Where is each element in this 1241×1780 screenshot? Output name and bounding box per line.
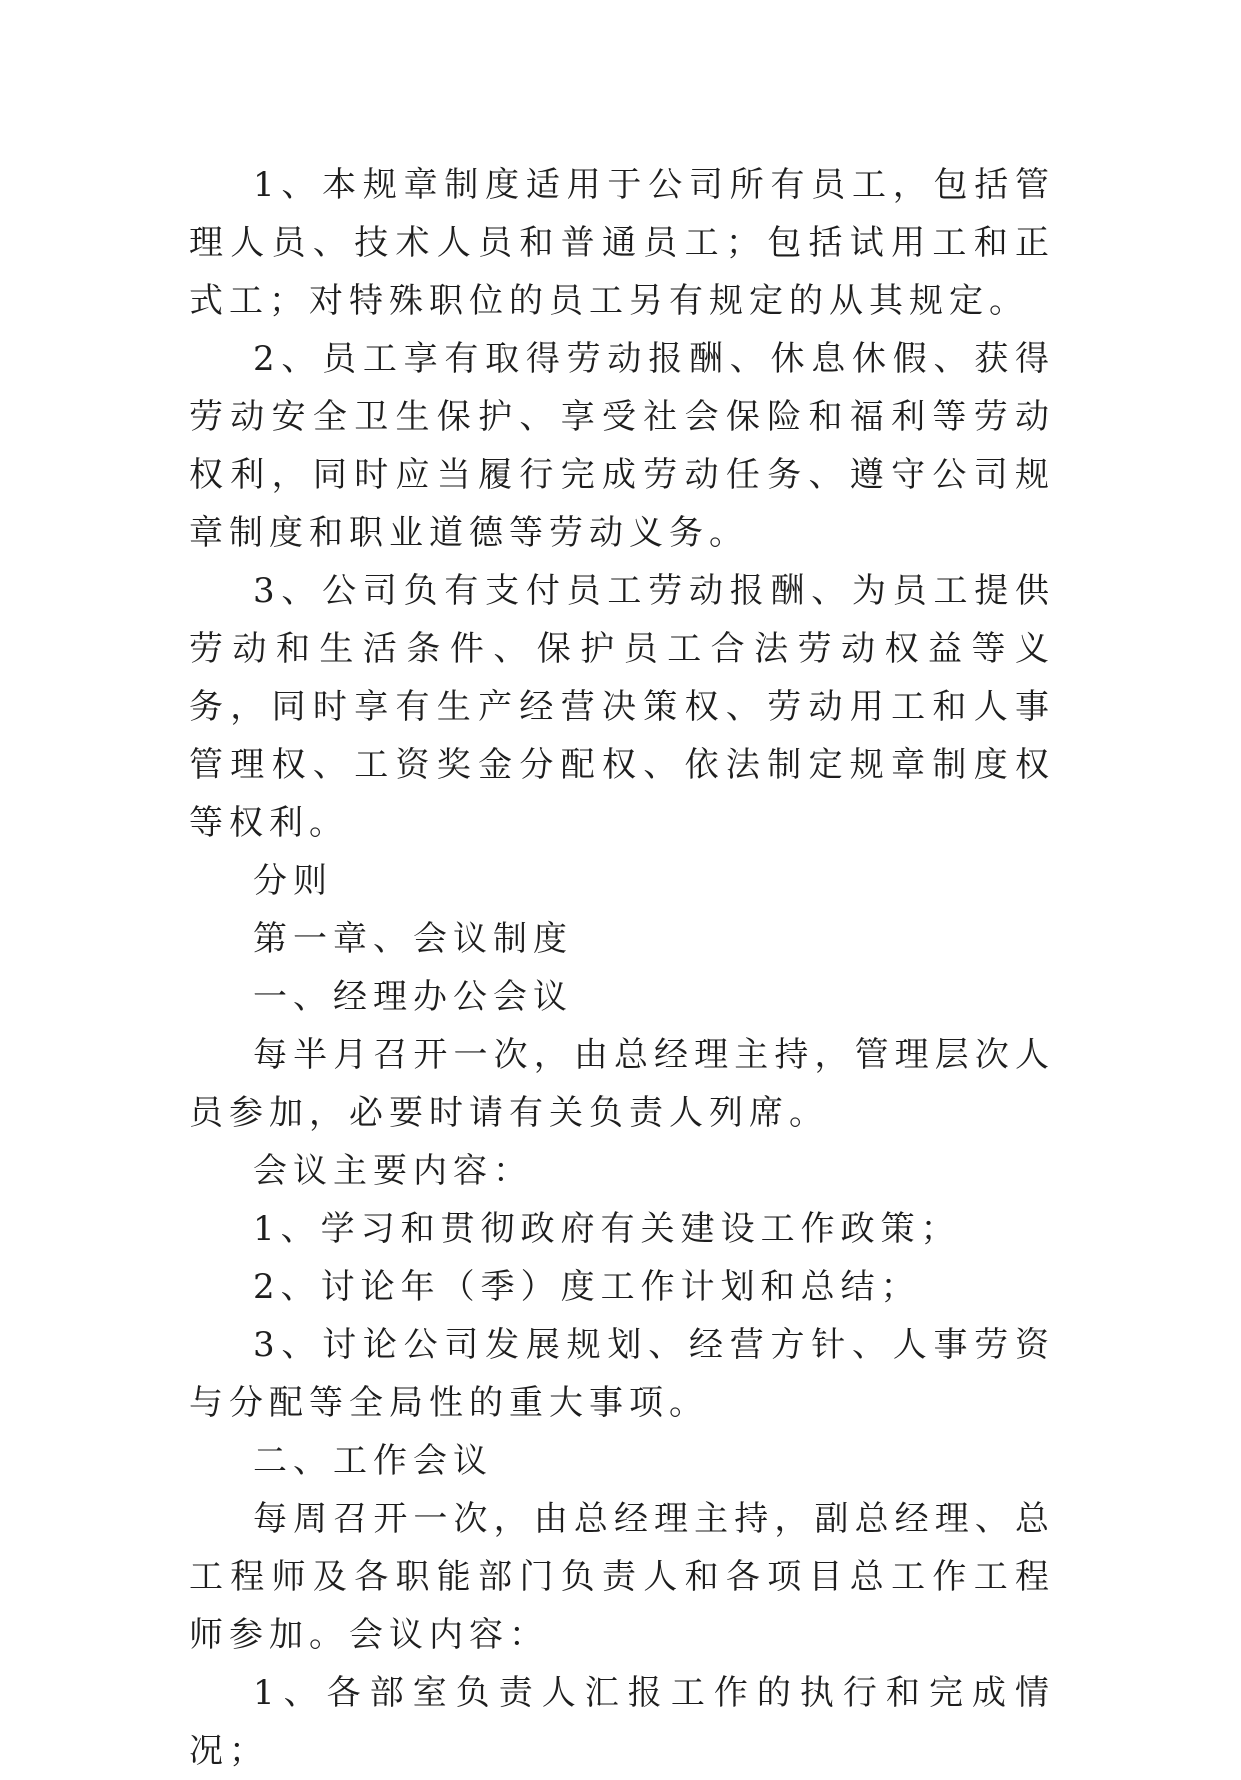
list-item-development-planning: 3、讨论公司发展规划、经营方针、人事劳资与分配等全局性的重大事项。 bbox=[189, 1325, 1055, 1423]
chapter-heading-meetings: 第一章、会议制度 bbox=[253, 919, 573, 959]
subsection-heading-work-meeting: 二、工作会议 bbox=[253, 1441, 493, 1481]
list-item-annual-plan: 2、讨论年（季）度工作计划和总结； bbox=[253, 1267, 921, 1307]
paragraph-scope: 1、本规章制度适用于公司所有员工，包括管理人员、技术人员和普通员工；包括试用工和正式工；对特殊职位的员工另有规定的从其规定。 bbox=[189, 165, 1055, 321]
paragraph-employee-rights: 2、员工享有取得劳动报酬、休息休假、获得劳动安全卫生保护、享受社会保险和福利等劳动权利，同时应当履行完成劳动任务、遵守公司规章制度和职业道德等劳动义务。 bbox=[189, 339, 1055, 553]
paragraph-work-meeting-schedule: 每周召开一次，由总经理主持，副总经理、总工程师及各职能部门负责人和各项目总工作工程师参加。会议内容： bbox=[189, 1499, 1055, 1655]
subsection-heading-manager-meeting: 一、经理办公会议 bbox=[253, 977, 573, 1017]
list-item-policy-study: 1、学习和贯彻政府有关建设工作政策； bbox=[253, 1209, 961, 1249]
paragraph-company-obligations: 3、公司负有支付员工劳动报酬、为员工提供劳动和生活条件、保护员工合法劳动权益等义务，同时享有生产经营决策权、劳动用工和人事管理权、工资奖金分配权、依法制定规章制度权等权利。 bbox=[189, 571, 1055, 843]
list-item-department-report: 1、各部室负责人汇报工作的执行和完成情况； bbox=[189, 1673, 1055, 1771]
section-heading-rules: 分则 bbox=[253, 861, 333, 901]
paragraph-meeting-content-label: 会议主要内容： bbox=[253, 1151, 533, 1191]
paragraph-manager-meeting-schedule: 每半月召开一次，由总经理主持，管理层次人员参加，必要时请有关负责人列席。 bbox=[189, 1035, 1055, 1133]
